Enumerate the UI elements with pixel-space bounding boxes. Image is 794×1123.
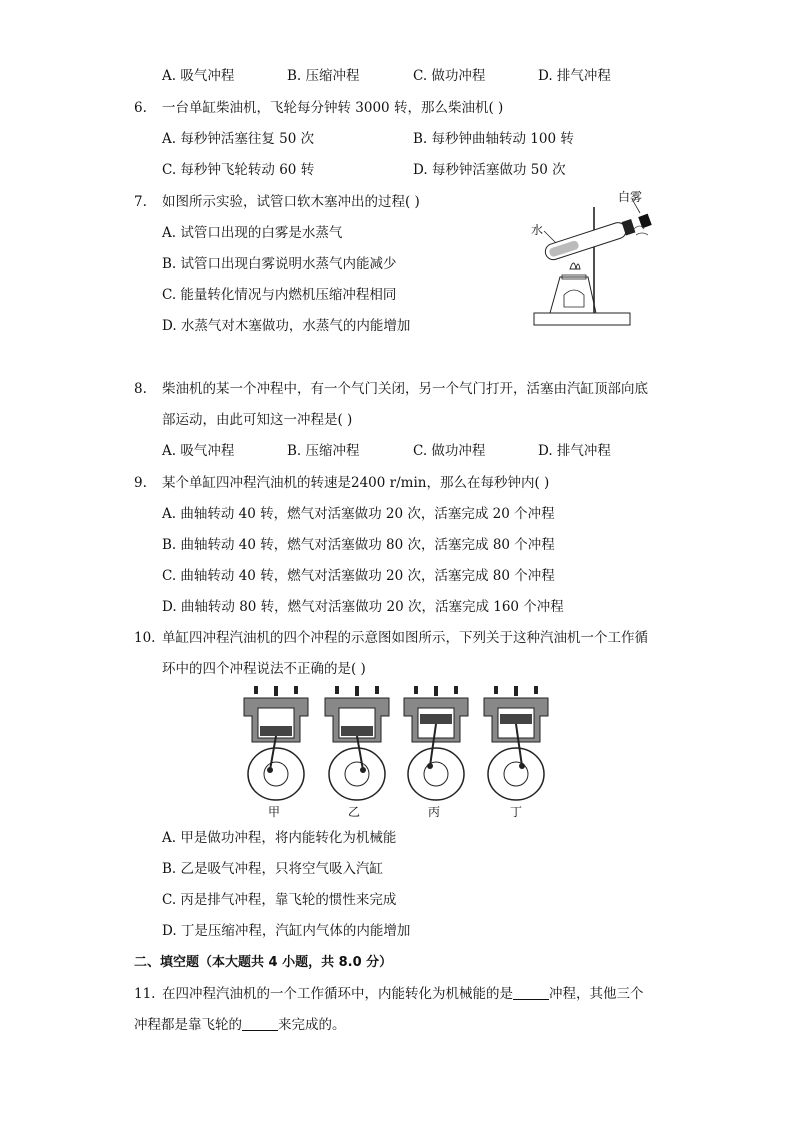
q8-number: 8.: [134, 381, 147, 397]
engine-diagram-jia: [240, 686, 312, 804]
water-label: 水: [531, 223, 544, 237]
q7-number: 7.: [134, 194, 147, 210]
q8-stem-line2: 部运动，由此可知这一冲程是( ): [162, 412, 353, 428]
q9-stem: 某个单缸四冲程汽油机的转速是2400 r/min，那么在每秒钟内( ): [162, 475, 550, 491]
q11-blank-2[interactable]: [242, 1016, 278, 1031]
q9-option-b: B. 曲轴转动 40 转，燃气对活塞做功 80 次，活塞完成 80 个冲程: [162, 537, 555, 553]
q7-option-a: A. 试管口出现的白雾是水蒸气: [162, 225, 343, 241]
q11-text-1b: 冲程，其他三个: [549, 986, 644, 1002]
q7-option-c: C. 能量转化情况与内燃机压缩冲程相同: [162, 287, 397, 303]
q11-line1: [162, 985, 644, 1003]
q6-option-d: D. 每秒钟活塞做功 50 次: [413, 162, 566, 178]
q11-text-2a: 冲程都是靠飞轮的: [134, 1017, 242, 1033]
q11-line2: [134, 1016, 346, 1034]
q8-option-d: D. 排气冲程: [538, 443, 611, 459]
q5-option-d: D. 排气冲程: [538, 68, 611, 84]
q10-option-c: C. 丙是排气冲程，靠飞轮的惯性来完成: [162, 892, 397, 908]
q7-stem: 如图所示实验，试管口软木塞冲出的过程( ): [162, 194, 420, 210]
q10-stem-line1: 单缸四冲程汽油机的四个冲程的示意图如图所示，下列关于这种汽油机一个工作循: [162, 630, 648, 646]
engine-diagram-yi: [321, 686, 393, 804]
q10-stem-line2: 环中的四个冲程说法不正确的是( ): [162, 661, 366, 677]
q8-stem-line1: 柴油机的某一个冲程中，有一个气门关闭，另一个气门打开，活塞由汽缸顶部向底: [162, 381, 648, 397]
test-tube-experiment-figure: [520, 185, 660, 335]
q5-option-c: C. 做功冲程: [413, 68, 486, 84]
q8-option-b: B. 压缩冲程: [287, 443, 360, 459]
engine-label-jia: 甲: [268, 805, 281, 819]
q6-stem: 一台单缸柴油机，飞轮每分钟转 3000 转，那么柴油机( ): [162, 100, 504, 116]
q8-option-c: C. 做功冲程: [413, 443, 486, 459]
section-2-heading: 二、填空题（本大题共 4 小题，共 8.0 分）: [134, 955, 393, 970]
q7-option-d: D. 水蒸气对木塞做功，水蒸气的内能增加: [162, 318, 411, 334]
engine-diagram-bing: [400, 686, 472, 804]
q11-text-2b: 来完成的。: [278, 1017, 346, 1033]
q11-number: 11.: [134, 986, 156, 1002]
q10-option-a: A. 甲是做功冲程，将内能转化为机械能: [162, 830, 397, 846]
q9-option-d: D. 曲轴转动 80 转，燃气对活塞做功 20 次，活塞完成 160 个冲程: [162, 599, 564, 615]
q7-option-b: B. 试管口出现白雾说明水蒸气内能减少: [162, 256, 397, 272]
engine-label-ding: 丁: [510, 805, 523, 819]
q8-option-a: A. 吸气冲程: [162, 443, 235, 459]
q9-number: 9.: [134, 475, 147, 491]
q6-option-a: A. 每秒钟活塞往复 50 次: [162, 131, 315, 147]
engine-diagram-ding: [480, 686, 552, 804]
engine-label-yi: 乙: [348, 805, 361, 819]
q11-text-1a: 在四冲程汽油机的一个工作循环中，内能转化为机械能的是: [162, 986, 513, 1002]
q9-option-c: C. 曲轴转动 40 转，燃气对活塞做功 20 次，活塞完成 80 个冲程: [162, 568, 555, 584]
q10-option-d: D. 丁是压缩冲程，汽缸内气体的内能增加: [162, 923, 411, 939]
fog-label: 白雾: [618, 190, 643, 204]
q5-option-b: B. 压缩冲程: [287, 68, 360, 84]
q5-option-a: A. 吸气冲程: [162, 68, 235, 84]
q10-number: 10.: [134, 630, 156, 646]
engine-label-bing: 丙: [428, 805, 441, 819]
q10-option-b: B. 乙是吸气冲程，只将空气吸入汽缸: [162, 861, 384, 877]
q11-blank-1[interactable]: [513, 985, 549, 1000]
q9-option-a: A. 曲轴转动 40 转，燃气对活塞做功 20 次，活塞完成 20 个冲程: [162, 506, 555, 522]
q6-option-c: C. 每秒钟飞轮转动 60 转: [162, 162, 315, 178]
q6-number: 6.: [134, 100, 147, 116]
q6-option-b: B. 每秒钟曲轴转动 100 转: [413, 131, 574, 147]
